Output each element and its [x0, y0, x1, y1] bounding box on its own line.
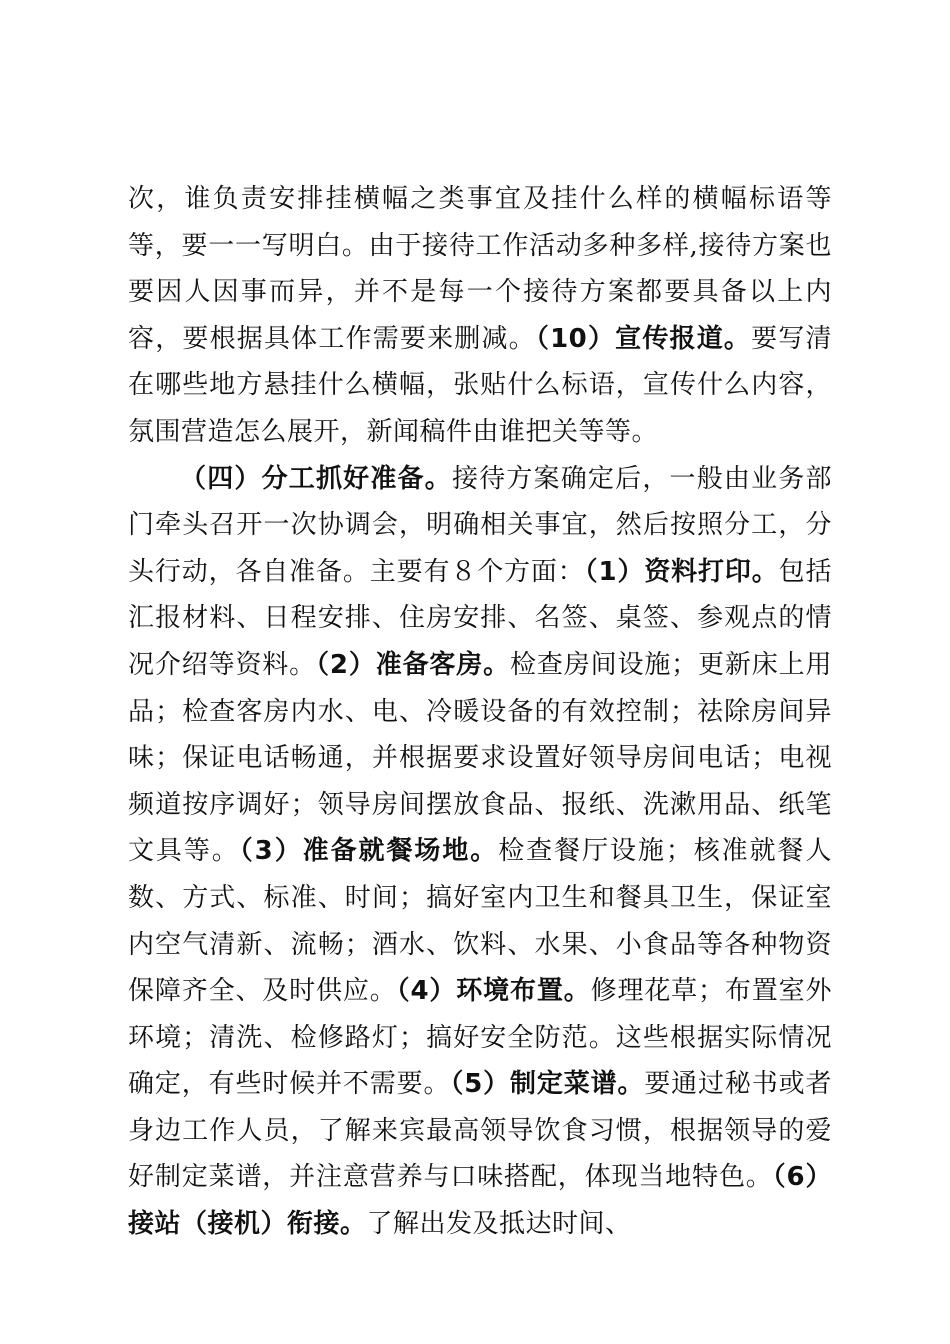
paragraph-text: 次，谁负责安排挂横幅之类事宜及挂什么样的横幅标语等等，要一一写明白。由于接待工作活动多种多样,接待方案也要因人因事而异，并不是每一个接待方案都要具备以上内容，要根据具体工作需要来删减。: [128, 184, 832, 354]
paragraph-reception-plan-end: [128, 176, 832, 456]
bold-heading-menu: （5）制定菜谱。: [450, 1069, 645, 1100]
paragraph-text: 检查房间设施；更新床上用品；检查客房内水、电、冷暖设备的有效控制；祛除房间异味；保证电话畅通，并根据要求设置好领导房间电话；电视频道按序调好；领导房间摆放食品、报纸、洗漱用品、纸笔文具等。: [128, 649, 832, 867]
paragraph-text: 接待方案确定后，一般由业务部门牵头召开一次协调会，明确相关事宜，然后按照分工，分头行动，各自准备。主要有８个方面：: [128, 463, 832, 587]
paragraph-text: 要通过秘书或者身边工作人员，了解来宾最高领导饮食习惯，根据领导的爱好制定菜谱，并注意营养与口味搭配，体现当地特色。: [128, 1069, 832, 1193]
bold-heading-publicity: （10）宣传报道。: [535, 323, 752, 354]
section-heading-preparation: （四）分工抓好准备。: [180, 463, 452, 494]
paragraph-text: 了解出发及抵达时间、: [366, 1209, 632, 1240]
paragraph-text: 包括汇报材料、日程安排、住房安排、名签、桌签、参观点的情况介绍等资料。: [128, 556, 832, 680]
paragraph-text: 检查餐厅设施；核准就餐人数、方式、标准、时间；搞好室内卫生和餐具卫生，保证室内空气清新、流畅；酒水、饮料、水果、小食品等各种物资保障齐全、及时供应。: [128, 836, 832, 1007]
bold-heading-dining: （3）准备就餐场地。: [239, 836, 499, 867]
document-body: [128, 176, 832, 1248]
bold-heading-rooms: （2）准备客房。: [316, 649, 511, 680]
bold-heading-pickup: （6）接站（接机）衔接。: [128, 1162, 832, 1240]
paragraph-text: 修理花草；布置室外环境；清洗、检修路灯；搞好安全防范。这些根据实际情况确定，有些时候并不需要。: [128, 976, 832, 1100]
bold-heading-environment: （4）环境布置。: [396, 976, 591, 1007]
paragraph-preparation: [128, 456, 832, 1248]
bold-heading-printing: （1）资料打印。: [584, 556, 779, 587]
paragraph-text: 要写清在哪些地方悬挂什么横幅，张贴什么标语，宣传什么内容，氛围营造怎么展开，新闻稿件由谁把关等等。: [128, 323, 832, 447]
